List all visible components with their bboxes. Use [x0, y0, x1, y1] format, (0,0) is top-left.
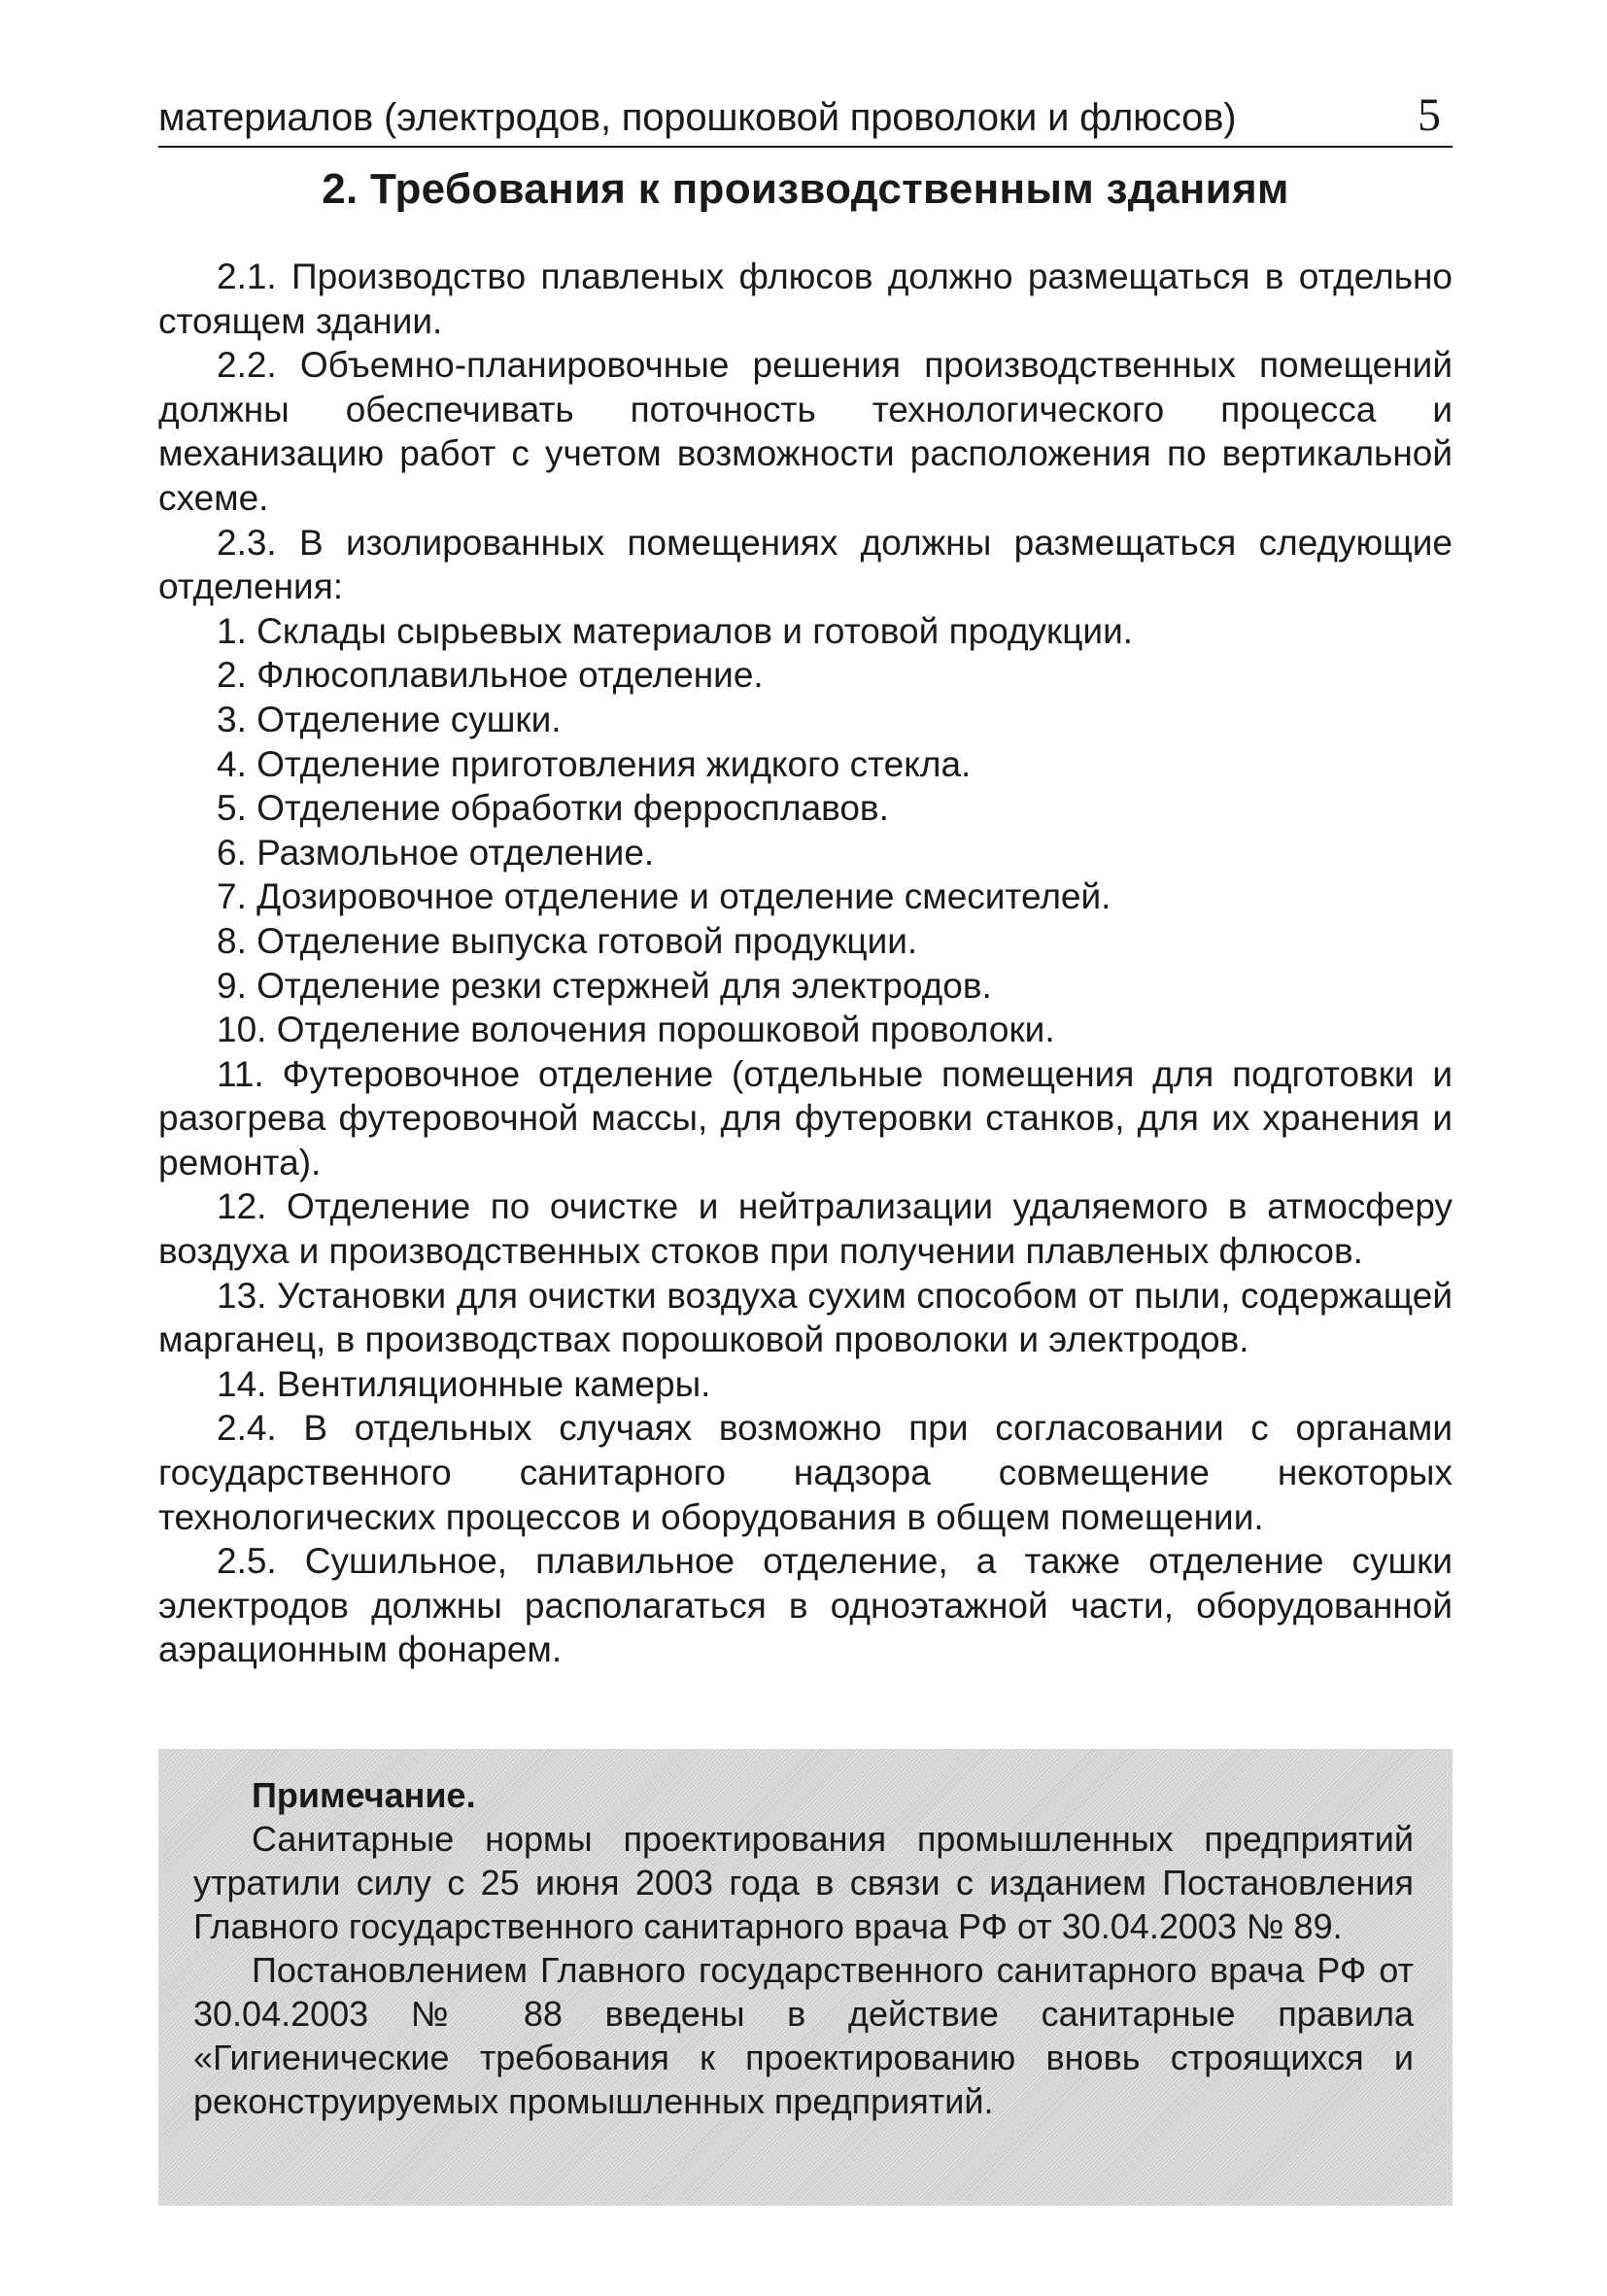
list-item: 11. Футеровочное отделение (отдельные помещения для подготовки и разогрева футеровочной массы, для футеровки станков, для их хранения и ремонта).: [158, 1053, 1453, 1182]
note-paragraph: Постановлением Главного государственного санитарного врача РФ от 30.04.2003 № 88 введены в действие санитарные правила «Гигиенические требования к проектированию вновь строящихся и реконструируемых промышленных предприятий.: [193, 1950, 1414, 2121]
list-item: 12. Отделение по очистке и нейтрализации удаляемого в атмосферу воздуха и производственных стоков при получении плавленых флюсов.: [158, 1186, 1453, 1272]
paragraph: 2.4. В отдельных случаях возможно при согласовании с органами государственного санитарного надзора совмещение некоторых технологических процессов и оборудования в общем помещении.: [158, 1408, 1453, 1537]
page-number: 5: [1418, 89, 1441, 141]
note-box: [158, 1749, 1453, 2206]
list-item: 5. Отделение обработки ферросплавов.: [217, 788, 889, 829]
list-item: 4. Отделение приготовления жидкого стекла.: [217, 743, 972, 784]
body-text: [158, 255, 1453, 1672]
list-item: 8. Отделение выпуска готовой продукции.: [217, 920, 918, 961]
list-item: 2. Флюсоплавильное отделение.: [217, 655, 764, 696]
list-item: 9. Отделение резки стержней для электродов.: [217, 965, 992, 1006]
list-item: 10. Отделение волочения порошковой проволоки.: [217, 1010, 1055, 1050]
paragraph: 2.2. Объемно-планировочные решения производственных помещений должны обеспечивать поточность технологического процесса и механизацию работ с учетом возможности расположения по вертикальной схеме.: [158, 345, 1453, 518]
list-item: 14. Вентиляционные камеры.: [217, 1363, 711, 1404]
list-item: 1. Склады сырьевых материалов и готовой продукции.: [217, 610, 1134, 651]
chapter-title: 2. Требования к производственным зданиям: [322, 165, 1289, 213]
paragraph: 2.1. Производство плавленых флюсов должно размещаться в отдельно стоящем здании.: [158, 257, 1453, 341]
running-head-text: материалов (электродов, порошковой проволоки и флюсов): [158, 96, 1237, 139]
running-head: [158, 86, 1453, 148]
note-title: Примечание.: [252, 1775, 476, 1815]
paragraph: 2.3. В изолированных помещениях должны размещаться следующие отделения:: [158, 522, 1453, 607]
list-item: 6. Размольное отделение.: [217, 832, 655, 873]
note-paragraph: Санитарные нормы проектирования промышленных предприятий утратили силу с 25 июня 2003 года в связи с изданием Постановления Главного государственного санитарного врача РФ от 30.04.2003 № 89.: [193, 1819, 1414, 1946]
paragraph: 2.5. Сушильное, плавильное отделение, а также отделение сушки электродов должны располагаться в одноэтажной части, оборудованной аэрационным фонарем.: [158, 1541, 1453, 1670]
list-item: 3. Отделение сушки.: [217, 699, 562, 739]
list-item: 7. Дозировочное отделение и отделение смесителей.: [217, 876, 1111, 917]
list-item: 13. Установки для очистки воздуха сухим способом от пыли, содержащей марганец, в производствах порошковой проволоки и электродов.: [158, 1275, 1453, 1360]
